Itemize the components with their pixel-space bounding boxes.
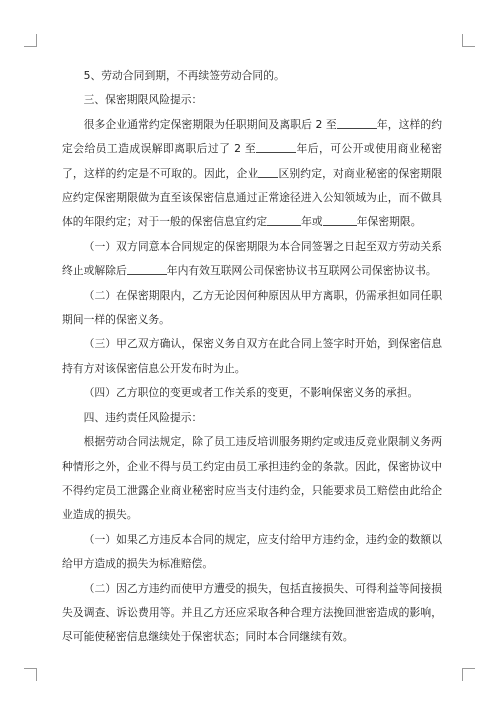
fill-in-blank xyxy=(267,213,301,226)
clause-3-period-start: （三）甲乙双方确认，保密义务自双方在此合同上签字时开始，到保密信息持有方对该保密信息公开发布时为止。 xyxy=(62,337,442,375)
fill-in-blank xyxy=(337,116,377,129)
fill-in-blank xyxy=(256,140,296,153)
section-heading-liability: 四、违约责任风险提示： xyxy=(83,410,203,424)
clause-4-position-change: （四）乙方职位的变更或者工作关系的变更，不影响保密义务的承担。 xyxy=(83,386,419,400)
document-body xyxy=(62,64,442,650)
clause-1-period-term: （一）双方同意本合同规定的保密期限为本合同签署之日起至双方劳动关系终止或解除后 年内有效互联网公司保密协议书互联网公司保密协议书。 xyxy=(62,239,442,278)
clause-2-losses: （二）因乙方违约而使甲方遭受的损失，包括直接损失、可得利益等间接损失及调查、诉讼费用等。并且乙方还应采取各种合理方法挽回泄密造成的影响，尽可能使秘密信息继续处于保密状态；同时本合同继续有效。 xyxy=(62,581,442,644)
page-corner-mark-top-left xyxy=(24,34,37,47)
fill-in-blank xyxy=(258,165,278,178)
section-heading-confidentiality-period: 三、保密期限风险提示： xyxy=(83,93,203,107)
fill-in-blank xyxy=(323,213,357,226)
fill-in-blank xyxy=(127,262,167,275)
clause-2-period-obligation: （二）在保密期限内，乙方无论因何种原因从甲方离职，仍需承担如同任职期间一样的保密义务。 xyxy=(62,288,442,327)
clause-1-penalty: （一）如果乙方违反本合同的规定，应支付给甲方违约金，违约金的数额以给甲方造成的损失为标准赔偿。 xyxy=(62,532,442,571)
page-corner-mark-bottom-right xyxy=(462,668,475,681)
page-corner-mark-bottom-left xyxy=(24,668,37,681)
paragraph-liability-advice: 根据劳动合同法规定，除了员工违反培训服务期约定或违反竞业限制义务两种情形之外，企业不得与员工约定由员工承担违约金的条款。因此，保密协议中不得约定员工泄露企业商业秘密时应当支付违约金，只能要求员工赔偿由此给企业造成的损失。 xyxy=(62,435,442,522)
paragraph-confidentiality-period-advice: 很多企业通常约定保密期限为任职期间及离职后 2 至 年，这样的约定会给员工造成误解即离职后过了 2 至 年后，可公开或使用商业秘密了，这样的约定是不可取的。因此，企业 区别约定，对商业秘密的保密期限应约定保密期限做为直至该保密信息通过正常途径进入公知领域为止，而不做具体的年限约定；对于一般的保密信息宜约定 年或 年保密期限。 xyxy=(62,117,443,229)
clause-5-contract-expiry: 5、劳动合同到期，不再续签劳动合同的。 xyxy=(83,69,285,82)
page-corner-mark-top-right xyxy=(462,34,475,47)
